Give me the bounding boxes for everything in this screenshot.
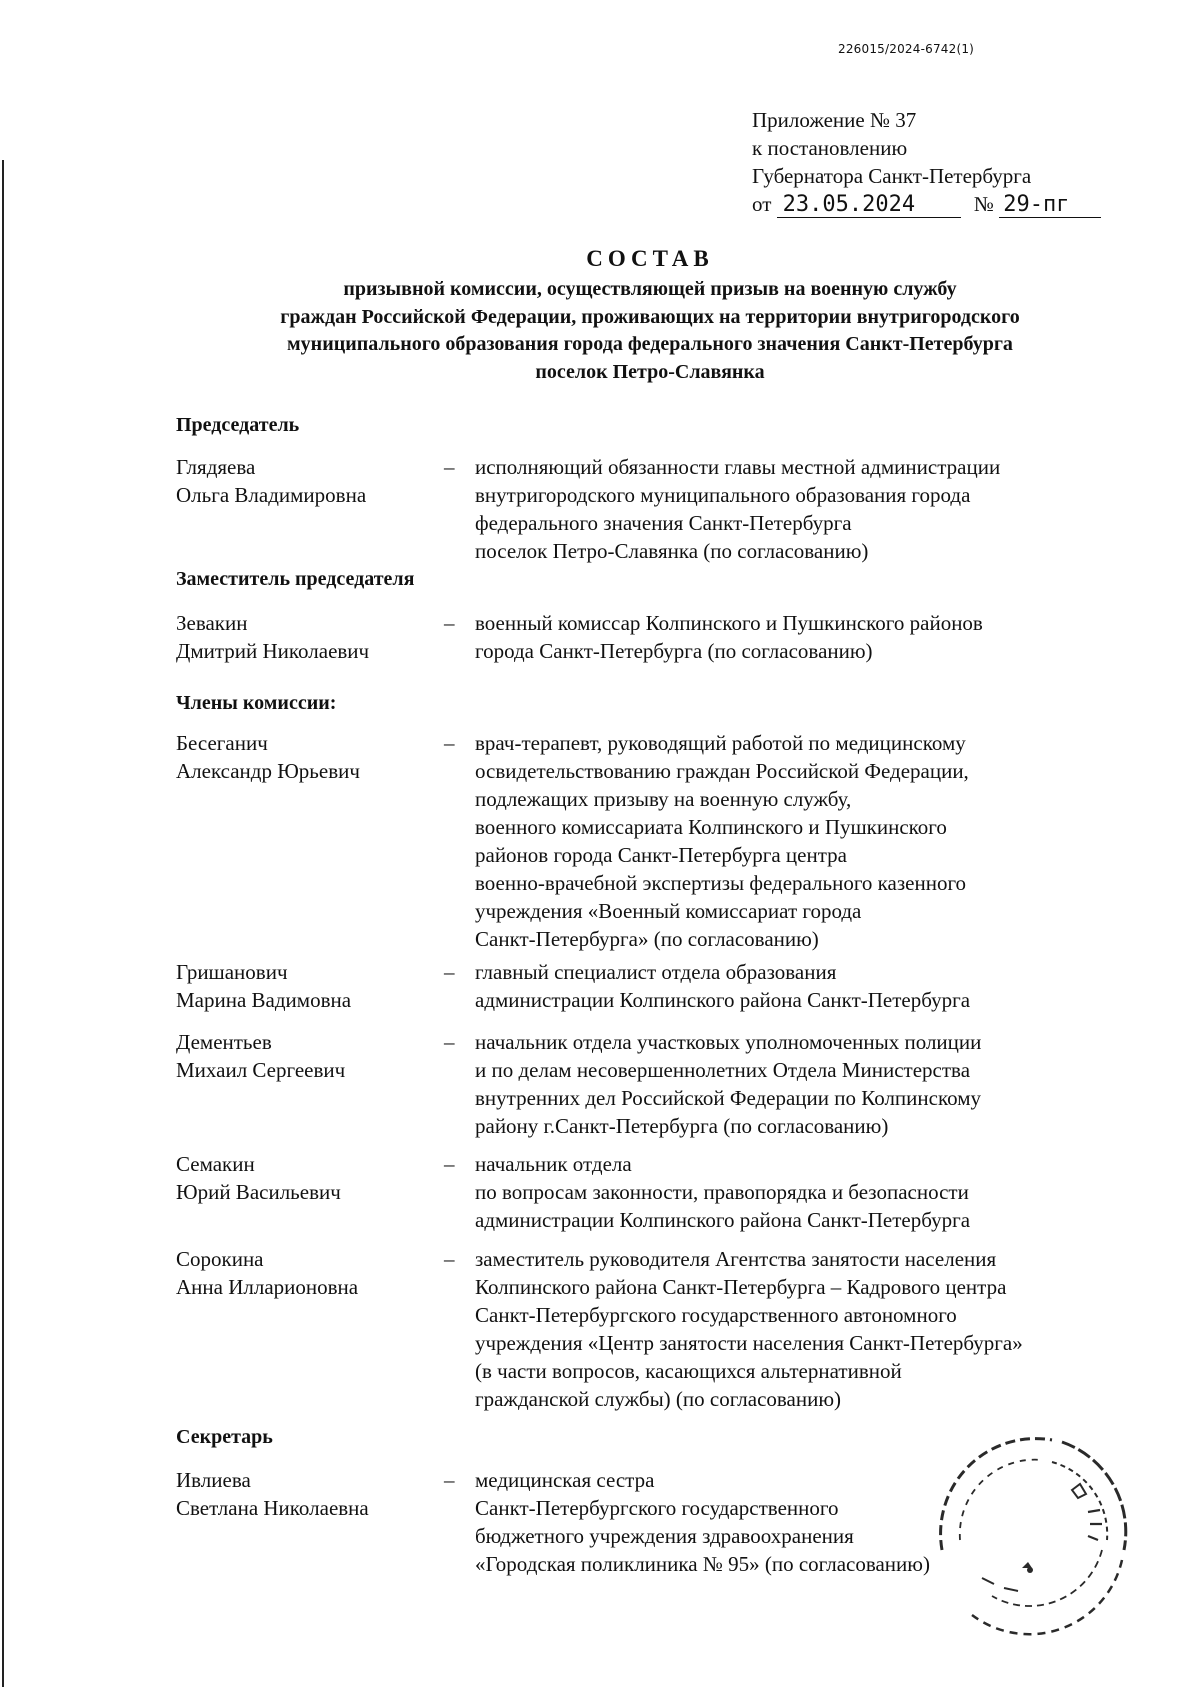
given-names: Ольга Владимировна bbox=[176, 483, 367, 507]
position-line: военный комиссар Колпинского и Пушкинского районов bbox=[475, 611, 983, 635]
member-name bbox=[176, 1150, 446, 1206]
position-line: поселок Петро-Славянка (по согласованию) bbox=[475, 539, 869, 563]
section-chair: Председатель bbox=[176, 414, 300, 436]
member-name bbox=[176, 609, 446, 665]
position-line: учреждения «Центр занятости населения Санкт-Петербурга» bbox=[475, 1331, 1023, 1355]
position-line: военно-врачебной экспертизы федерального казенного bbox=[475, 871, 967, 895]
number-prefix: № bbox=[973, 192, 994, 216]
position-line: Санкт-Петербургского государственного автономного bbox=[475, 1303, 957, 1327]
member-name bbox=[176, 453, 446, 509]
dash: – bbox=[444, 1468, 455, 1492]
annex-date-row bbox=[752, 190, 1101, 218]
position-line: освидетельствованию граждан Российской Федерации, bbox=[475, 759, 969, 783]
position-line: внутригородского муниципального образования города bbox=[475, 483, 971, 507]
member-position bbox=[475, 453, 1175, 565]
document-subtitle bbox=[160, 276, 1140, 386]
annex-header bbox=[752, 106, 1101, 218]
position-line: «Городская поликлиника № 95» (по согласованию) bbox=[475, 1552, 930, 1576]
scan-edge-line bbox=[2, 160, 4, 1687]
position-line: Колпинского района Санкт-Петербурга – Кадрового центра bbox=[475, 1275, 1007, 1299]
surname: Бесеганич bbox=[176, 731, 268, 755]
position-line: начальник отдела bbox=[475, 1152, 632, 1176]
position-line: заместитель руководителя Агентства занятости населения bbox=[475, 1247, 997, 1271]
seal-stamp-icon bbox=[912, 1400, 1152, 1640]
position-line: (в части вопросов, касающихся альтернативной bbox=[475, 1359, 902, 1383]
member-position bbox=[475, 1245, 1175, 1413]
position-line: по вопросам законности, правопорядка и безопасности bbox=[475, 1180, 969, 1204]
given-names: Михаил Сергеевич bbox=[176, 1058, 346, 1082]
position-line: Санкт-Петербурга» (по согласованию) bbox=[475, 927, 819, 951]
dash: – bbox=[444, 611, 455, 635]
position-line: исполняющий обязанности главы местной администрации bbox=[475, 455, 1001, 479]
position-line: подлежащих призыву на военную службу, bbox=[475, 787, 852, 811]
given-names: Дмитрий Николаевич bbox=[176, 639, 370, 663]
surname: Дементьев bbox=[176, 1030, 272, 1054]
member-position bbox=[475, 1150, 1175, 1234]
annex-line: Приложение № 37 bbox=[752, 108, 917, 132]
date-prefix: от bbox=[752, 192, 772, 216]
position-line: внутренних дел Российской Федерации по Колпинскому bbox=[475, 1086, 981, 1110]
surname: Зевакин bbox=[176, 611, 248, 635]
surname: Гришанович bbox=[176, 960, 288, 984]
given-names: Александр Юрьевич bbox=[176, 759, 360, 783]
dash: – bbox=[444, 455, 455, 479]
subtitle-line: поселок Петро-Славянка bbox=[535, 360, 765, 383]
member-position bbox=[475, 609, 1175, 665]
dash: – bbox=[444, 1247, 455, 1271]
member-name bbox=[176, 729, 446, 785]
position-line: врач-терапевт, руководящий работой по медицинскому bbox=[475, 731, 966, 755]
position-line: Санкт-Петербургского государственного bbox=[475, 1496, 839, 1520]
dash: – bbox=[444, 731, 455, 755]
position-line: администрации Колпинского района Санкт-Петербурга bbox=[475, 988, 971, 1012]
dash: – bbox=[444, 1030, 455, 1054]
member-position bbox=[475, 1028, 1175, 1140]
surname: Семакин bbox=[176, 1152, 255, 1176]
decree-number: 29-пг bbox=[999, 193, 1101, 218]
dash: – bbox=[444, 1152, 455, 1176]
position-line: главный специалист отдела образования bbox=[475, 960, 837, 984]
position-line: гражданской службы) (по согласованию) bbox=[475, 1387, 842, 1411]
subtitle-line: призывной комиссии, осуществляющей призыв на военную службу bbox=[343, 278, 957, 300]
member-position bbox=[475, 729, 1175, 953]
dash: – bbox=[444, 960, 455, 984]
document-id: 226015/2024-6742(1) bbox=[838, 42, 975, 56]
given-names: Юрий Васильевич bbox=[176, 1180, 341, 1204]
subtitle-line: муниципального образования города федерального значения Санкт-Петербурга bbox=[287, 333, 1013, 355]
position-line: администрации Колпинского района Санкт-Петербурга bbox=[475, 1208, 971, 1232]
position-line: начальник отдела участковых уполномоченных полиции bbox=[475, 1030, 982, 1054]
member-name bbox=[176, 1245, 446, 1301]
position-line: города Санкт-Петербурга (по согласованию) bbox=[475, 639, 873, 663]
section-deputy: Заместитель председателя bbox=[176, 568, 415, 590]
surname: Ивлиева bbox=[176, 1468, 251, 1492]
member-name bbox=[176, 1466, 446, 1522]
position-line: районов города Санкт-Петербурга центра bbox=[475, 843, 847, 867]
surname: Сорокина bbox=[176, 1247, 264, 1271]
given-names: Анна Илларионовна bbox=[176, 1275, 359, 1299]
section-members: Члены комиссии: bbox=[176, 692, 337, 714]
decree-date: 23.05.2024 bbox=[777, 193, 961, 218]
subtitle-line: граждан Российской Федерации, проживающих на территории внутригородского bbox=[280, 305, 1020, 328]
document-title: СОСТАВ bbox=[586, 246, 714, 271]
given-names: Светлана Николаевна bbox=[176, 1496, 369, 1520]
member-name bbox=[176, 958, 446, 1014]
position-line: району г.Санкт-Петербурга (по согласованию) bbox=[475, 1114, 889, 1138]
position-line: бюджетного учреждения здравоохранения bbox=[475, 1524, 854, 1548]
position-line: федерального значения Санкт-Петербурга bbox=[475, 511, 852, 535]
surname: Глядяева bbox=[176, 455, 256, 479]
position-line: и по делам несовершеннолетних Отдела Министерства bbox=[475, 1058, 971, 1082]
member-position bbox=[475, 958, 1175, 1014]
section-secretary: Секретарь bbox=[176, 1426, 273, 1448]
annex-line: к постановлению bbox=[752, 136, 908, 160]
given-names: Марина Вадимовна bbox=[176, 988, 352, 1012]
member-name bbox=[176, 1028, 446, 1084]
position-line: учреждения «Военный комиссариат города bbox=[475, 899, 862, 923]
position-line: медицинская сестра bbox=[475, 1468, 655, 1492]
position-line: военного комиссариата Колпинского и Пушкинского bbox=[475, 815, 947, 839]
annex-line: Губернатора Санкт-Петербурга bbox=[752, 164, 1032, 188]
